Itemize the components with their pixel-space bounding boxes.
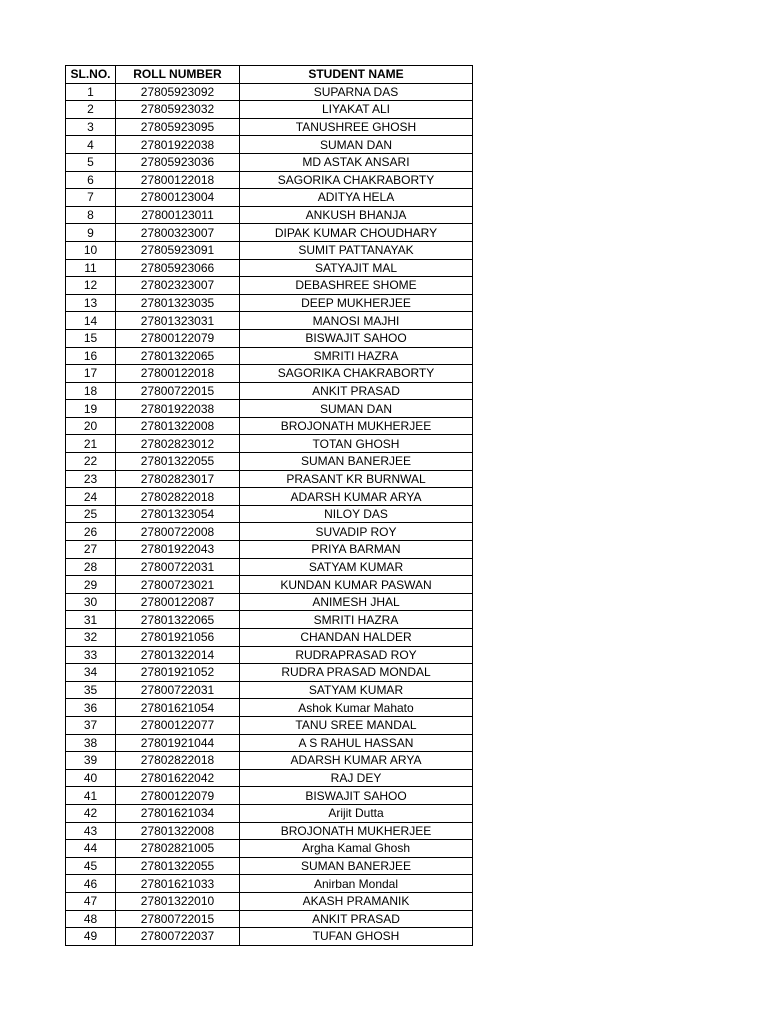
table-row <box>66 206 473 224</box>
cell-roll-number: 27805923032 <box>116 101 240 119</box>
roster-body <box>66 83 473 945</box>
cell-roll-number: 27805923036 <box>116 153 240 171</box>
table-row <box>66 664 473 682</box>
cell-sl-no: 40 <box>66 769 116 787</box>
cell-student-name: SATYAM KUMAR <box>240 558 473 576</box>
cell-sl-no: 33 <box>66 646 116 664</box>
table-row <box>66 171 473 189</box>
cell-roll-number: 27801323031 <box>116 312 240 330</box>
cell-student-name: DEEP MUKHERJEE <box>240 294 473 312</box>
table-row <box>66 611 473 629</box>
cell-roll-number: 27801322010 <box>116 892 240 910</box>
cell-roll-number: 27801322055 <box>116 857 240 875</box>
table-row <box>66 857 473 875</box>
cell-student-name: SUMIT PATTANAYAK <box>240 241 473 259</box>
cell-student-name: SUPARNA DAS <box>240 83 473 101</box>
cell-student-name: NILOY DAS <box>240 505 473 523</box>
cell-roll-number: 27801922043 <box>116 541 240 559</box>
table-row <box>66 523 473 541</box>
cell-roll-number: 27800722015 <box>116 382 240 400</box>
cell-sl-no: 37 <box>66 716 116 734</box>
cell-student-name: A S RAHUL HASSAN <box>240 734 473 752</box>
cell-roll-number: 27805923091 <box>116 241 240 259</box>
cell-roll-number: 27801922038 <box>116 400 240 418</box>
cell-sl-no: 19 <box>66 400 116 418</box>
cell-sl-no: 38 <box>66 734 116 752</box>
cell-student-name: BROJONATH MUKHERJEE <box>240 417 473 435</box>
cell-sl-no: 6 <box>66 171 116 189</box>
cell-student-name: KUNDAN KUMAR PASWAN <box>240 576 473 594</box>
cell-roll-number: 27801921052 <box>116 664 240 682</box>
cell-student-name: ANIMESH JHAL <box>240 593 473 611</box>
cell-student-name: TUFAN GHOSH <box>240 928 473 946</box>
table-row <box>66 593 473 611</box>
cell-sl-no: 46 <box>66 875 116 893</box>
cell-roll-number: 27800722015 <box>116 910 240 928</box>
cell-sl-no: 11 <box>66 259 116 277</box>
cell-sl-no: 20 <box>66 417 116 435</box>
cell-sl-no: 41 <box>66 787 116 805</box>
cell-sl-no: 22 <box>66 453 116 471</box>
table-row <box>66 910 473 928</box>
cell-sl-no: 2 <box>66 101 116 119</box>
cell-student-name: ANKUSH BHANJA <box>240 206 473 224</box>
cell-sl-no: 31 <box>66 611 116 629</box>
table-row <box>66 294 473 312</box>
cell-student-name: CHANDAN HALDER <box>240 629 473 647</box>
cell-sl-no: 12 <box>66 277 116 295</box>
cell-sl-no: 5 <box>66 153 116 171</box>
cell-student-name: ANKIT PRASAD <box>240 910 473 928</box>
table-row <box>66 277 473 295</box>
cell-sl-no: 15 <box>66 329 116 347</box>
cell-student-name: SUMAN DAN <box>240 136 473 154</box>
cell-student-name: ADITYA HELA <box>240 189 473 207</box>
cell-sl-no: 39 <box>66 752 116 770</box>
header-student-name: STUDENT NAME <box>240 66 473 84</box>
cell-roll-number: 27800122079 <box>116 787 240 805</box>
cell-student-name: DEBASHREE SHOME <box>240 277 473 295</box>
table-row <box>66 699 473 717</box>
cell-sl-no: 1 <box>66 83 116 101</box>
cell-sl-no: 25 <box>66 505 116 523</box>
cell-sl-no: 47 <box>66 892 116 910</box>
table-row <box>66 83 473 101</box>
cell-student-name: BISWAJIT SAHOO <box>240 787 473 805</box>
cell-student-name: SUMAN DAN <box>240 400 473 418</box>
table-row <box>66 259 473 277</box>
table-row <box>66 840 473 858</box>
cell-roll-number: 27800723021 <box>116 576 240 594</box>
cell-roll-number: 27801921056 <box>116 629 240 647</box>
cell-roll-number: 27802323007 <box>116 277 240 295</box>
cell-student-name: TOTAN GHOSH <box>240 435 473 453</box>
cell-student-name: TANUSHREE GHOSH <box>240 118 473 136</box>
cell-roll-number: 27800122087 <box>116 593 240 611</box>
table-row <box>66 541 473 559</box>
cell-roll-number: 27801323035 <box>116 294 240 312</box>
table-row <box>66 329 473 347</box>
cell-roll-number: 27801322008 <box>116 417 240 435</box>
cell-sl-no: 34 <box>66 664 116 682</box>
table-row <box>66 629 473 647</box>
table-row <box>66 136 473 154</box>
table-row <box>66 928 473 946</box>
cell-sl-no: 24 <box>66 488 116 506</box>
table-row <box>66 875 473 893</box>
table-row <box>66 769 473 787</box>
cell-student-name: ADARSH KUMAR ARYA <box>240 752 473 770</box>
cell-sl-no: 7 <box>66 189 116 207</box>
cell-roll-number: 27800122079 <box>116 329 240 347</box>
cell-roll-number: 27802823017 <box>116 470 240 488</box>
cell-student-name: TANU SREE MANDAL <box>240 716 473 734</box>
table-row <box>66 752 473 770</box>
cell-student-name: SAGORIKA CHAKRABORTY <box>240 171 473 189</box>
cell-roll-number: 27801323054 <box>116 505 240 523</box>
header-sl-no: SL.NO. <box>66 66 116 84</box>
cell-roll-number: 27801322065 <box>116 611 240 629</box>
cell-sl-no: 27 <box>66 541 116 559</box>
table-row <box>66 241 473 259</box>
table-row <box>66 804 473 822</box>
cell-roll-number: 27800722031 <box>116 681 240 699</box>
table-row <box>66 681 473 699</box>
table-row <box>66 453 473 471</box>
cell-student-name: RUDRA PRASAD MONDAL <box>240 664 473 682</box>
cell-roll-number: 27801622042 <box>116 769 240 787</box>
cell-student-name: MD ASTAK ANSARI <box>240 153 473 171</box>
cell-roll-number: 27802822018 <box>116 752 240 770</box>
cell-student-name: ANKIT PRASAD <box>240 382 473 400</box>
header-row <box>66 66 473 84</box>
table-row <box>66 417 473 435</box>
cell-sl-no: 35 <box>66 681 116 699</box>
cell-sl-no: 17 <box>66 365 116 383</box>
table-row <box>66 118 473 136</box>
table-row <box>66 153 473 171</box>
cell-roll-number: 27802823012 <box>116 435 240 453</box>
cell-roll-number: 27801322014 <box>116 646 240 664</box>
cell-roll-number: 27805923092 <box>116 83 240 101</box>
table-row <box>66 365 473 383</box>
cell-sl-no: 8 <box>66 206 116 224</box>
cell-student-name: RUDRAPRASAD ROY <box>240 646 473 664</box>
cell-student-name: Anirban Mondal <box>240 875 473 893</box>
table-row <box>66 312 473 330</box>
cell-roll-number: 27800722031 <box>116 558 240 576</box>
cell-sl-no: 44 <box>66 840 116 858</box>
cell-student-name: SUMAN BANERJEE <box>240 857 473 875</box>
table-row <box>66 558 473 576</box>
cell-sl-no: 48 <box>66 910 116 928</box>
cell-sl-no: 28 <box>66 558 116 576</box>
cell-student-name: RAJ DEY <box>240 769 473 787</box>
table-row <box>66 400 473 418</box>
cell-roll-number: 27800122018 <box>116 171 240 189</box>
cell-sl-no: 36 <box>66 699 116 717</box>
table-row <box>66 347 473 365</box>
cell-roll-number: 27801621033 <box>116 875 240 893</box>
student-roster-table <box>65 65 473 946</box>
cell-sl-no: 14 <box>66 312 116 330</box>
table-row <box>66 576 473 594</box>
cell-student-name: Argha Kamal Ghosh <box>240 840 473 858</box>
table-row <box>66 505 473 523</box>
cell-roll-number: 27805923095 <box>116 118 240 136</box>
cell-student-name: PRASANT KR BURNWAL <box>240 470 473 488</box>
cell-student-name: AKASH PRAMANIK <box>240 892 473 910</box>
cell-sl-no: 18 <box>66 382 116 400</box>
cell-student-name: SATYAM KUMAR <box>240 681 473 699</box>
cell-sl-no: 4 <box>66 136 116 154</box>
cell-roll-number: 27802822018 <box>116 488 240 506</box>
cell-sl-no: 26 <box>66 523 116 541</box>
table-row <box>66 488 473 506</box>
cell-roll-number: 27801921044 <box>116 734 240 752</box>
cell-student-name: SUMAN BANERJEE <box>240 453 473 471</box>
cell-roll-number: 27800122077 <box>116 716 240 734</box>
cell-student-name: SAGORIKA CHAKRABORTY <box>240 365 473 383</box>
table-row <box>66 734 473 752</box>
cell-sl-no: 42 <box>66 804 116 822</box>
cell-sl-no: 13 <box>66 294 116 312</box>
cell-student-name: DIPAK KUMAR CHOUDHARY <box>240 224 473 242</box>
cell-sl-no: 23 <box>66 470 116 488</box>
cell-student-name: SATYAJIT MAL <box>240 259 473 277</box>
cell-roll-number: 27801621054 <box>116 699 240 717</box>
cell-student-name: SUVADIP ROY <box>240 523 473 541</box>
cell-sl-no: 9 <box>66 224 116 242</box>
cell-student-name: PRIYA BARMAN <box>240 541 473 559</box>
header-roll-number: ROLL NUMBER <box>116 66 240 84</box>
cell-student-name: LIYAKAT ALI <box>240 101 473 119</box>
cell-roll-number: 27801322065 <box>116 347 240 365</box>
cell-student-name: Arijit Dutta <box>240 804 473 822</box>
cell-sl-no: 3 <box>66 118 116 136</box>
cell-roll-number: 27800123004 <box>116 189 240 207</box>
table-row <box>66 101 473 119</box>
cell-roll-number: 27805923066 <box>116 259 240 277</box>
cell-roll-number: 27801621034 <box>116 804 240 822</box>
cell-roll-number: 27801922038 <box>116 136 240 154</box>
table-row <box>66 382 473 400</box>
table-row <box>66 470 473 488</box>
cell-roll-number: 27802821005 <box>116 840 240 858</box>
table-row <box>66 435 473 453</box>
table-row <box>66 224 473 242</box>
cell-sl-no: 43 <box>66 822 116 840</box>
cell-sl-no: 21 <box>66 435 116 453</box>
cell-student-name: SMRITI HAZRA <box>240 347 473 365</box>
cell-student-name: SMRITI HAZRA <box>240 611 473 629</box>
cell-sl-no: 29 <box>66 576 116 594</box>
cell-roll-number: 27800722037 <box>116 928 240 946</box>
table-row <box>66 189 473 207</box>
table-row <box>66 787 473 805</box>
table-row <box>66 716 473 734</box>
cell-student-name: ADARSH KUMAR ARYA <box>240 488 473 506</box>
cell-roll-number: 27800323007 <box>116 224 240 242</box>
cell-sl-no: 32 <box>66 629 116 647</box>
cell-sl-no: 16 <box>66 347 116 365</box>
cell-student-name: BROJONATH MUKHERJEE <box>240 822 473 840</box>
cell-student-name: MANOSI MAJHI <box>240 312 473 330</box>
cell-roll-number: 27801322008 <box>116 822 240 840</box>
cell-sl-no: 49 <box>66 928 116 946</box>
cell-sl-no: 10 <box>66 241 116 259</box>
cell-roll-number: 27801322055 <box>116 453 240 471</box>
cell-sl-no: 45 <box>66 857 116 875</box>
table-row <box>66 892 473 910</box>
cell-student-name: Ashok Kumar Mahato <box>240 699 473 717</box>
cell-student-name: BISWAJIT SAHOO <box>240 329 473 347</box>
table-row <box>66 646 473 664</box>
cell-sl-no: 30 <box>66 593 116 611</box>
cell-roll-number: 27800122018 <box>116 365 240 383</box>
table-row <box>66 822 473 840</box>
cell-roll-number: 27800123011 <box>116 206 240 224</box>
cell-roll-number: 27800722008 <box>116 523 240 541</box>
